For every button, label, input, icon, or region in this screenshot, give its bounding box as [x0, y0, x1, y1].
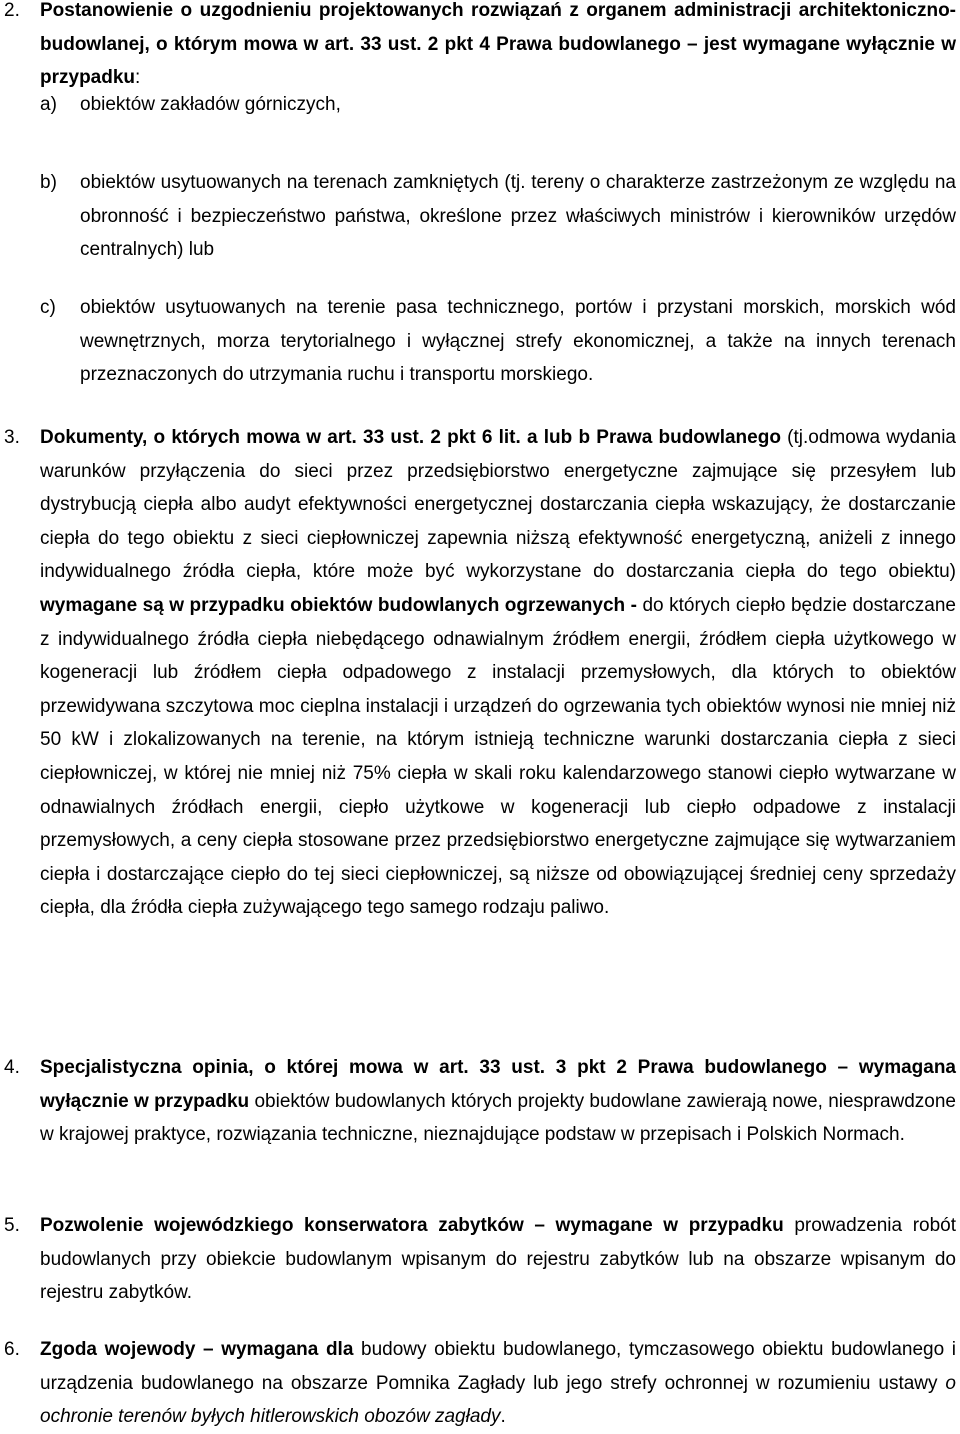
- sub-item-label: a): [40, 94, 57, 115]
- item-5-paragraph: [40, 1209, 956, 1310]
- item-6-text: budowy obiektu budowlanego, tymczasowego obiektu budowlanego i urządzenia budowlanego na obszarze Pomnika Zagłady lub jego strefy ochronnej w rozumieniu ustawy: [40, 1339, 956, 1394]
- item-3-bold-2: wymagane są w przypadku obiektów budowlanych ogrzewanych -: [40, 594, 637, 616]
- item-6-italic: o ochronie terenów byłych hitlerowskich obozów zagłady: [40, 1372, 956, 1428]
- list-number: 3.: [4, 427, 20, 448]
- sub-item-text: [80, 166, 956, 267]
- item-6-heading: Zgoda wojewody – wymagana dla: [40, 1339, 354, 1360]
- sub-item-b-part-2: tereny o charakterze zastrzeżonym ze względu na obronność i bezpieczeństwo państwa, określone przez właściwych ministrów i kierowników urzędów centralnych) lub: [80, 172, 957, 261]
- list-number: 4.: [4, 1057, 20, 1078]
- item-4-text: obiektów budowlanych których projekty budowlane zawierają nowe, niesprawdzone w krajowej praktyce, rozwiązania techniczne, nieznajdujące podstaw w przepisach i Polskich Normach.: [40, 1090, 957, 1146]
- list-number: 5.: [4, 1215, 20, 1236]
- item-4-paragraph: [40, 1051, 956, 1152]
- sub-item-text: obiektów usytuowanych na terenie pasa technicznego, portów i przystani morskich, morskich wód wewnętrznych, morza terytorialnego i wyłącznej strefy ekonomicznej, a także na innych terenach przeznaczonych do utrzymania ruchu i transportu morskiego.: [80, 297, 956, 386]
- sub-item-b-part-1: obiektów usytuowanych na terenach zamkniętych (tj.: [80, 172, 526, 193]
- sub-item-label: b): [40, 172, 57, 193]
- sub-item-text: obiektów zakładów górniczych,: [80, 94, 341, 115]
- item-3-text-3: do których ciepło będzie dostarczane z indywidualnego źródła ciepła niebędącego odnawialnym źródłem energii, źródłem ciepła użytkowego w kogeneracji lub źródłem ciepła odpadowego z instalacji przemysłowych, dla których to obiektów przewidywana szczytowa moc cieplna instalacji i urządzeń do ogrzewania tych obiektów wynosi nie mniej niż 50 kW i zlokalizowanych na terenie, na którym istnieją techniczne warunki dostarczania ciepła z sieci ciepłowniczej, w której nie mniej niż 75% ciepła w skali roku kalendarzowego stanowi ciepło wytwarzane w odnawialnych źródłach energii, ciepło użytkowe w kogeneracji lub ciepło odpadowe z instalacji przemysłowych, a ceny ciepła stosowane przez przedsiębiorstwo energetyczne zajmujące się wytwarzaniem ciepła i dostarczające ciepło do tej sieci ciepłowniczej, są niższe od obowiązującej średniej ceny sprzedaży ciepła, dla źródła ciepła zużywającego tego samego rodzaju paliwo.: [40, 594, 956, 919]
- item-5-heading: Pozwolenie wojewódzkiego konserwatora zabytków – wymagane w przypadku: [40, 1215, 784, 1236]
- item-2-paragraph: [40, 0, 956, 95]
- sub-item-label: c): [40, 297, 56, 318]
- item-4-heading: Specjalistyczna opinia, o której mowa w art. 33 ust. 3 pkt 2 Prawa budowlanego – wymagana wyłącznie w przypadku: [40, 1057, 956, 1112]
- item-6-end: .: [500, 1406, 506, 1428]
- item-6-paragraph: [40, 1333, 956, 1434]
- item-2-colon: :: [135, 67, 141, 89]
- item-2-heading: Postanowienie o uzgodnieniu projektowanych rozwiązań z organem administracji architektoniczno-budowlanej, o którym mowa w art. 33 ust. 2 pkt 4 Prawa budowlanego –: [40, 0, 956, 55]
- item-3-text-1: (tj.odmowa wydania warunków przyłączenia do sieci przez przedsiębiorstwo energetyczne zajmujące się przesyłem lub dystrybucją ciepła albo audyt efektywności energetycznej dostarczania ciepła wskazujący, że dostarczanie ciepła do tego obiektu z sieci ciepłowniczej zapewnia niższą efektywność energetyczną, aniżeli z innego indywidualnego źródła ciepła, które może być wykorzystane do dostarczania ciepła do tego obiektu): [40, 427, 956, 583]
- list-number: 6.: [4, 1339, 20, 1360]
- list-number: 2.: [4, 0, 20, 21]
- item-5-text: prowadzenia robót budowlanych przy obiekcie budowlanym wpisanym do rejestru zabytków lub na obszarze wpisanym do rejestru zabytków.: [40, 1215, 957, 1304]
- item-2-heading-tail: jest wymagane wyłącznie w przypadku: [40, 33, 957, 89]
- item-3-paragraph: [40, 421, 956, 925]
- item-3-heading: Dokumenty, o których mowa w art. 33 ust. 2 pkt 6 lit. a lub b Prawa budowlanego: [40, 427, 781, 448]
